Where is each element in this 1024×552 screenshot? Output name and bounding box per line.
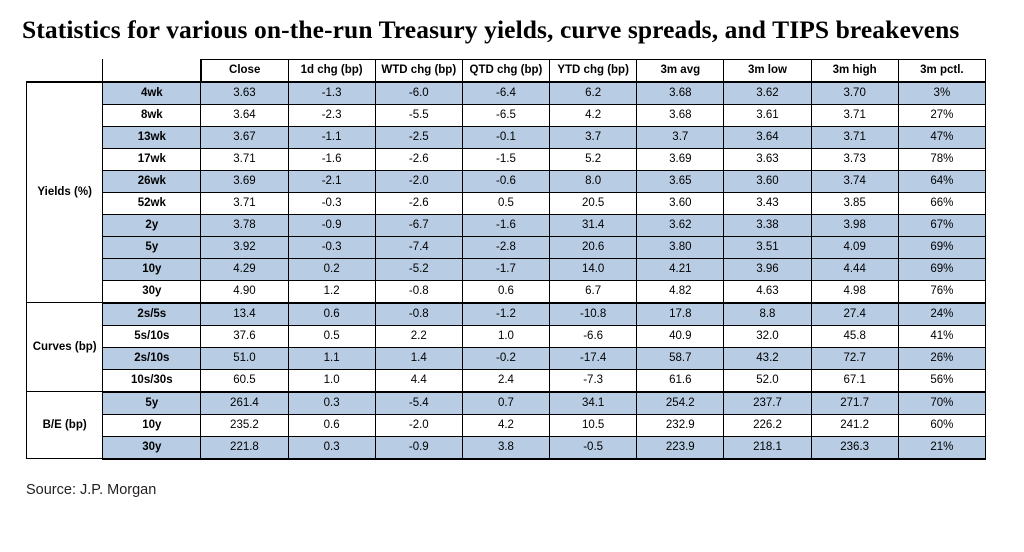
cell: 0.6 <box>288 303 375 326</box>
cell: -6.4 <box>462 82 549 105</box>
table-header <box>27 59 986 82</box>
cell: 47% <box>898 126 985 148</box>
cell: 236.3 <box>811 436 898 459</box>
cell: -5.4 <box>375 392 462 415</box>
cell: 0.6 <box>288 414 375 436</box>
cell: 69% <box>898 236 985 258</box>
cell: 3.73 <box>811 148 898 170</box>
cell: 3.80 <box>637 236 724 258</box>
row-label: 13wk <box>103 126 201 148</box>
cell: 3.43 <box>724 192 811 214</box>
cell: 3.64 <box>201 104 288 126</box>
cell: 3.68 <box>637 82 724 105</box>
row-label: 2y <box>103 214 201 236</box>
table-row <box>27 104 986 126</box>
cell: 3.69 <box>201 170 288 192</box>
cell: -6.6 <box>550 325 637 347</box>
cell: 26% <box>898 347 985 369</box>
cell: 3.61 <box>724 104 811 126</box>
cell: -7.4 <box>375 236 462 258</box>
cell: 64% <box>898 170 985 192</box>
corner-label-cell <box>103 59 201 82</box>
cell: 4.63 <box>724 280 811 303</box>
cell: 56% <box>898 369 985 392</box>
table-row <box>27 170 986 192</box>
cell: 24% <box>898 303 985 326</box>
cell: 3.96 <box>724 258 811 280</box>
cell: 31.4 <box>550 214 637 236</box>
cell: 4.2 <box>462 414 549 436</box>
cell: 3.67 <box>201 126 288 148</box>
cell: 69% <box>898 258 985 280</box>
cell: 3.74 <box>811 170 898 192</box>
cell: 8.8 <box>724 303 811 326</box>
column-header-3m-pctl: 3m pctl. <box>898 59 985 82</box>
cell: 3.38 <box>724 214 811 236</box>
cell: 10.5 <box>550 414 637 436</box>
cell: 58.7 <box>637 347 724 369</box>
column-header-1d-chg: 1d chg (bp) <box>288 59 375 82</box>
column-header-ytd-chg: YTD chg (bp) <box>550 59 637 82</box>
column-header-qtd-chg: QTD chg (bp) <box>462 59 549 82</box>
cell: 21% <box>898 436 985 459</box>
table-row <box>27 325 986 347</box>
cell: 4.21 <box>637 258 724 280</box>
cell: 1.0 <box>288 369 375 392</box>
cell: 4.4 <box>375 369 462 392</box>
cell: -2.0 <box>375 414 462 436</box>
cell: -7.3 <box>550 369 637 392</box>
cell: 0.5 <box>462 192 549 214</box>
table-row <box>27 258 986 280</box>
row-label: 5y <box>103 236 201 258</box>
cell: 67% <box>898 214 985 236</box>
table-body <box>27 82 986 459</box>
cell: -17.4 <box>550 347 637 369</box>
cell: 261.4 <box>201 392 288 415</box>
cell: 8.0 <box>550 170 637 192</box>
table-row <box>27 436 986 459</box>
cell: 3.60 <box>637 192 724 214</box>
cell: -0.9 <box>288 214 375 236</box>
column-header-3m-high: 3m high <box>811 59 898 82</box>
cell: -6.7 <box>375 214 462 236</box>
cell: 70% <box>898 392 985 415</box>
table-header-row <box>27 59 986 82</box>
cell: 4.98 <box>811 280 898 303</box>
cell: 3.78 <box>201 214 288 236</box>
statistics-table <box>26 59 986 460</box>
column-header-3m-avg: 3m avg <box>637 59 724 82</box>
cell: 3.62 <box>724 82 811 105</box>
cell: -2.3 <box>288 104 375 126</box>
cell: 2.4 <box>462 369 549 392</box>
table-row <box>27 126 986 148</box>
cell: -0.9 <box>375 436 462 459</box>
cell: 3.65 <box>637 170 724 192</box>
cell: 4.2 <box>550 104 637 126</box>
row-label: 10y <box>103 414 201 436</box>
cell: -0.8 <box>375 303 462 326</box>
cell: 20.6 <box>550 236 637 258</box>
cell: 0.5 <box>288 325 375 347</box>
cell: 34.1 <box>550 392 637 415</box>
cell: 1.2 <box>288 280 375 303</box>
row-label: 8wk <box>103 104 201 126</box>
table-row <box>27 214 986 236</box>
cell: 0.3 <box>288 436 375 459</box>
cell: 221.8 <box>201 436 288 459</box>
cell: 45.8 <box>811 325 898 347</box>
cell: -0.2 <box>462 347 549 369</box>
cell: 4.44 <box>811 258 898 280</box>
cell: 232.9 <box>637 414 724 436</box>
cell: 78% <box>898 148 985 170</box>
cell: 0.2 <box>288 258 375 280</box>
cell: 3.70 <box>811 82 898 105</box>
row-label: 10y <box>103 258 201 280</box>
cell: 41% <box>898 325 985 347</box>
cell: -1.5 <box>462 148 549 170</box>
row-label: 2s/5s <box>103 303 201 326</box>
cell: -0.3 <box>288 192 375 214</box>
group-label-breakevens: B/E (bp) <box>27 392 103 459</box>
cell: 226.2 <box>724 414 811 436</box>
cell: -0.1 <box>462 126 549 148</box>
cell: 3.51 <box>724 236 811 258</box>
cell: -1.2 <box>462 303 549 326</box>
cell: 237.7 <box>724 392 811 415</box>
cell: -10.8 <box>550 303 637 326</box>
cell: -1.1 <box>288 126 375 148</box>
cell: 32.0 <box>724 325 811 347</box>
cell: 3% <box>898 82 985 105</box>
cell: 0.3 <box>288 392 375 415</box>
table-row <box>27 236 986 258</box>
cell: 6.7 <box>550 280 637 303</box>
cell: 27% <box>898 104 985 126</box>
cell: -2.8 <box>462 236 549 258</box>
cell: -6.5 <box>462 104 549 126</box>
cell: -1.6 <box>288 148 375 170</box>
cell: 0.7 <box>462 392 549 415</box>
row-label: 4wk <box>103 82 201 105</box>
cell: 66% <box>898 192 985 214</box>
cell: 0.6 <box>462 280 549 303</box>
row-label: 10s/30s <box>103 369 201 392</box>
cell: -2.0 <box>375 170 462 192</box>
cell: 3.71 <box>201 192 288 214</box>
cell: -5.2 <box>375 258 462 280</box>
cell: -0.5 <box>550 436 637 459</box>
cell: 51.0 <box>201 347 288 369</box>
column-header-close: Close <box>201 59 288 82</box>
cell: 3.8 <box>462 436 549 459</box>
page-title: Statistics for various on-the-run Treasury yields, curve spreads, and TIPS breakevens <box>22 15 960 44</box>
table-row <box>27 414 986 436</box>
cell: 2.2 <box>375 325 462 347</box>
row-label: 30y <box>103 280 201 303</box>
cell: 52.0 <box>724 369 811 392</box>
cell: 3.71 <box>811 104 898 126</box>
cell: 3.63 <box>201 82 288 105</box>
row-label: 52wk <box>103 192 201 214</box>
group-label-curves: Curves (bp) <box>27 303 103 392</box>
cell: 1.1 <box>288 347 375 369</box>
table-row <box>27 148 986 170</box>
table-row <box>27 347 986 369</box>
cell: -6.0 <box>375 82 462 105</box>
cell: -1.7 <box>462 258 549 280</box>
cell: 3.7 <box>550 126 637 148</box>
table-row <box>27 280 986 303</box>
cell: -0.3 <box>288 236 375 258</box>
cell: -2.1 <box>288 170 375 192</box>
cell: 254.2 <box>637 392 724 415</box>
cell: 3.68 <box>637 104 724 126</box>
cell: 3.60 <box>724 170 811 192</box>
cell: 6.2 <box>550 82 637 105</box>
cell: 3.63 <box>724 148 811 170</box>
cell: 3.69 <box>637 148 724 170</box>
cell: 3.98 <box>811 214 898 236</box>
cell: 4.82 <box>637 280 724 303</box>
cell: 76% <box>898 280 985 303</box>
cell: 3.62 <box>637 214 724 236</box>
cell: -1.6 <box>462 214 549 236</box>
table-row <box>27 369 986 392</box>
cell: -0.8 <box>375 280 462 303</box>
cell: 20.5 <box>550 192 637 214</box>
cell: 235.2 <box>201 414 288 436</box>
cell: 60.5 <box>201 369 288 392</box>
column-header-3m-low: 3m low <box>724 59 811 82</box>
cell: 3.92 <box>201 236 288 258</box>
cell: 271.7 <box>811 392 898 415</box>
table-row <box>27 392 986 415</box>
group-label-yields: Yields (%) <box>27 82 103 303</box>
cell: 37.6 <box>201 325 288 347</box>
cell: 72.7 <box>811 347 898 369</box>
cell: 17.8 <box>637 303 724 326</box>
row-label: 5s/10s <box>103 325 201 347</box>
cell: -0.6 <box>462 170 549 192</box>
cell: 4.29 <box>201 258 288 280</box>
table-row <box>27 192 986 214</box>
cell: 3.85 <box>811 192 898 214</box>
cell: 5.2 <box>550 148 637 170</box>
cell: 14.0 <box>550 258 637 280</box>
row-label: 17wk <box>103 148 201 170</box>
cell: 223.9 <box>637 436 724 459</box>
cell: 3.71 <box>201 148 288 170</box>
cell: 1.4 <box>375 347 462 369</box>
cell: -1.3 <box>288 82 375 105</box>
table-row <box>27 303 986 326</box>
cell: 40.9 <box>637 325 724 347</box>
row-label: 26wk <box>103 170 201 192</box>
cell: 43.2 <box>724 347 811 369</box>
cell: 241.2 <box>811 414 898 436</box>
cell: -2.6 <box>375 148 462 170</box>
cell: 3.64 <box>724 126 811 148</box>
cell: 60% <box>898 414 985 436</box>
corner-group-cell <box>27 59 103 82</box>
cell: -2.5 <box>375 126 462 148</box>
table-row <box>27 82 986 105</box>
cell: 218.1 <box>724 436 811 459</box>
cell: -2.6 <box>375 192 462 214</box>
cell: -5.5 <box>375 104 462 126</box>
row-label: 30y <box>103 436 201 459</box>
column-header-wtd-chg: WTD chg (bp) <box>375 59 462 82</box>
cell: 61.6 <box>637 369 724 392</box>
row-label: 5y <box>103 392 201 415</box>
cell: 3.71 <box>811 126 898 148</box>
row-label: 2s/10s <box>103 347 201 369</box>
cell: 27.4 <box>811 303 898 326</box>
cell: 13.4 <box>201 303 288 326</box>
cell: 3.7 <box>637 126 724 148</box>
cell: 67.1 <box>811 369 898 392</box>
cell: 1.0 <box>462 325 549 347</box>
source-note: Source: J.P. Morgan <box>26 481 157 498</box>
cell: 4.09 <box>811 236 898 258</box>
cell: 4.90 <box>201 280 288 303</box>
